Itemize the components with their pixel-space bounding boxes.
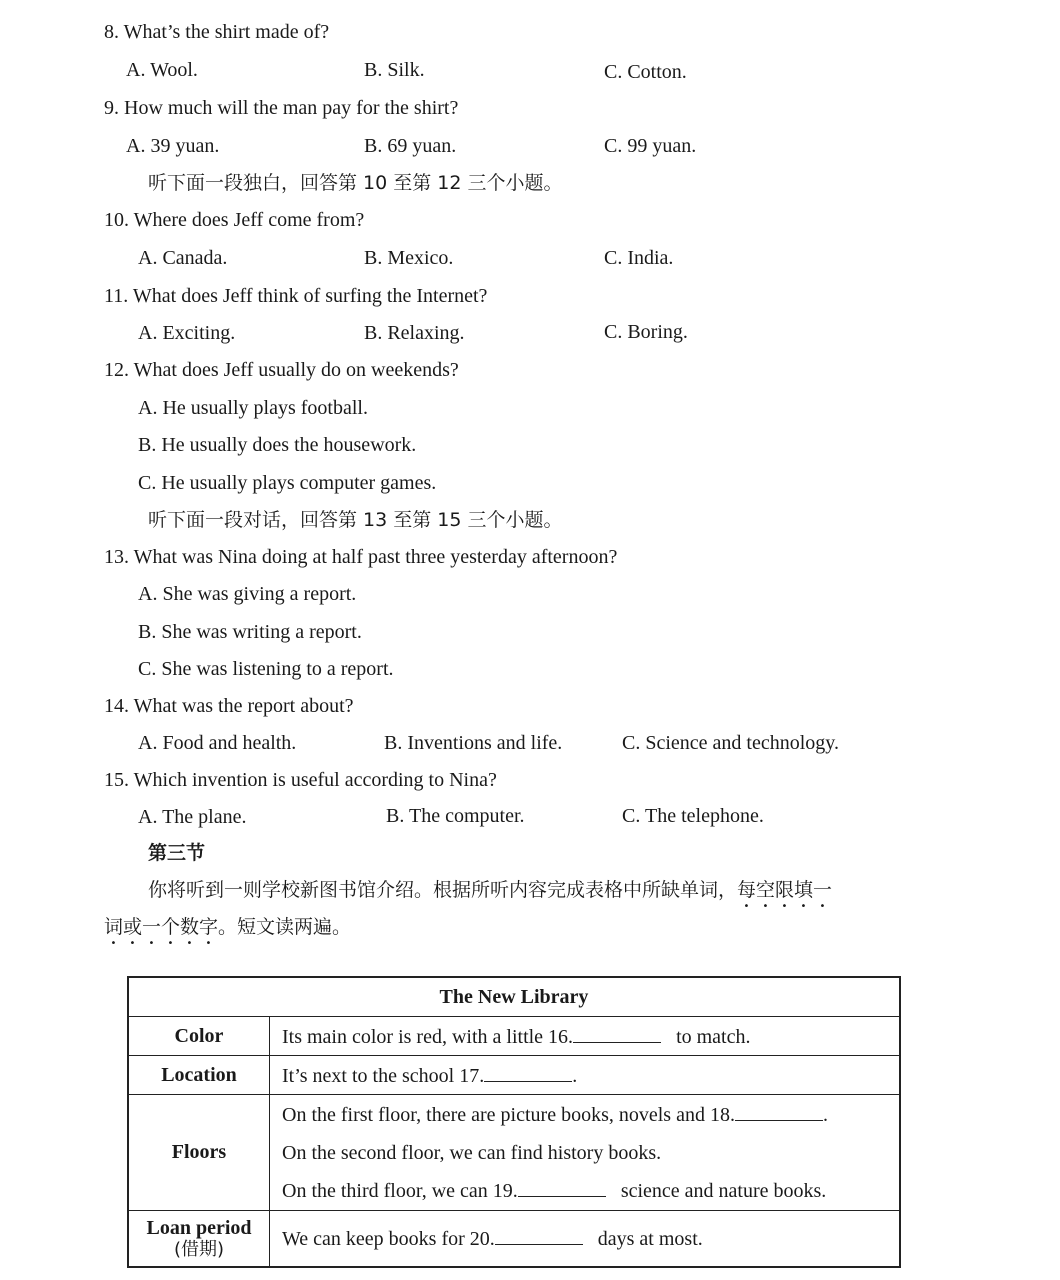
question-9-stem: 9. How much will the man pay for the shirt? [104,97,459,119]
floor-1-text: On the first floor, there are picture books, novels and 18. [282,1103,735,1126]
question-12-option-a: A. He usually plays football. [138,397,368,419]
loan-cell [270,1211,901,1267]
loan-text-after: days at most. [597,1228,703,1251]
question-13-option-a: A. She was giving a report. [138,583,357,605]
question-11-option-b: B. Relaxing. [364,322,465,344]
monologue-instruction: 听下面一段独白，回答第 10 至第 12 三个小题。 [148,172,563,194]
new-library-table [127,976,901,1268]
blank-20[interactable] [495,1226,583,1245]
floors-cell [270,1095,901,1211]
floors-label: Floors [128,1095,270,1211]
question-14-stem: 14. What was the report about? [104,695,354,717]
color-label: Color [128,1017,270,1056]
color-cell [270,1017,901,1056]
question-8-option-b: B. Silk. [364,59,425,81]
question-10-stem: 10. Where does Jeff come from? [104,209,365,231]
floor-1-text-after: . [822,1103,828,1126]
section-3-intro-emphasis: 每空限填 [737,879,814,901]
location-text-after: . [572,1064,578,1087]
table-title: The New Library [128,977,900,1017]
loan-label-cn: (借期) [173,1238,225,1260]
question-15-option-b: B. The computer. [386,805,525,827]
blank-19[interactable] [518,1178,606,1197]
question-14-option-b: B. Inventions and life. [384,732,563,754]
question-8-option-a: A. Wool. [126,59,198,81]
question-14-option-c: C. Science and technology. [622,732,839,754]
question-12-option-c: C. He usually plays computer games. [138,472,437,494]
question-10-option-a: A. Canada. [138,247,228,269]
blank-17[interactable] [484,1063,572,1082]
question-11-option-a: A. Exciting. [138,322,236,344]
floor-1-line [270,1096,899,1134]
question-9-option-b: B. 69 yuan. [364,135,457,157]
question-15-option-c: C. The telephone. [622,805,764,827]
loan-label [128,1211,270,1267]
section-3-intro-line-2 [104,915,351,949]
question-13-option-b: B. She was writing a report. [138,621,362,643]
question-11-option-c: C. Boring. [604,321,688,343]
question-8-option-c: C. Cotton. [604,61,687,83]
color-text: Its main color is red, with a little 16. [282,1025,574,1048]
section-3-heading: 第三节 [148,842,206,864]
question-13-option-c: C. She was listening to a report. [138,658,394,680]
section-3-intro-text: 你将听到一则学校新图书馆介绍。根据所听内容完成表格中所缺单词， [148,879,738,901]
question-15-stem: 15. Which invention is useful according to Nina? [104,769,497,791]
question-12-stem: 12. What does Jeff usually do on weekends? [104,359,459,381]
floor-3-text-after: science and nature books. [620,1179,827,1202]
question-10-option-c: C. India. [604,247,674,269]
question-8-stem: 8. What’s the shirt made of? [104,21,330,43]
location-label: Location [128,1056,270,1095]
question-10-option-b: B. Mexico. [364,247,454,269]
question-9-option-c: C. 99 yuan. [604,135,697,157]
section-3-intro-emphasis-end: 一 [813,879,833,901]
question-9-option-a: A. 39 yuan. [126,135,220,157]
location-text: It’s next to the school 17. [282,1064,485,1087]
question-11-stem: 11. What does Jeff think of surfing the Internet? [104,285,488,307]
loan-text: We can keep books for 20. [282,1228,495,1251]
question-12-option-b: B. He usually does the housework. [138,434,417,456]
color-text-after: to match. [676,1025,751,1048]
dialogue-instruction: 听下面一段对话，回答第 13 至第 15 三个小题。 [148,509,563,531]
floor-3-text: On the third floor, we can 19. [282,1179,518,1202]
section-3-intro-emphasis-cont: 词或一个数字 [104,916,219,938]
section-3-intro-tail: 。短文读两遍。 [218,916,352,938]
blank-16[interactable] [573,1024,661,1043]
floor-2-line: On the second floor, we can find history books. [282,1141,662,1164]
question-15-option-a: A. The plane. [138,806,247,828]
loan-label-en: Loan period [146,1216,252,1239]
section-3-intro-line-1 [148,878,832,912]
blank-18[interactable] [735,1102,823,1121]
floor-3-line [270,1172,899,1210]
location-cell [270,1056,901,1095]
question-13-stem: 13. What was Nina doing at half past three yesterday afternoon? [104,546,618,568]
question-14-option-a: A. Food and health. [138,732,297,754]
